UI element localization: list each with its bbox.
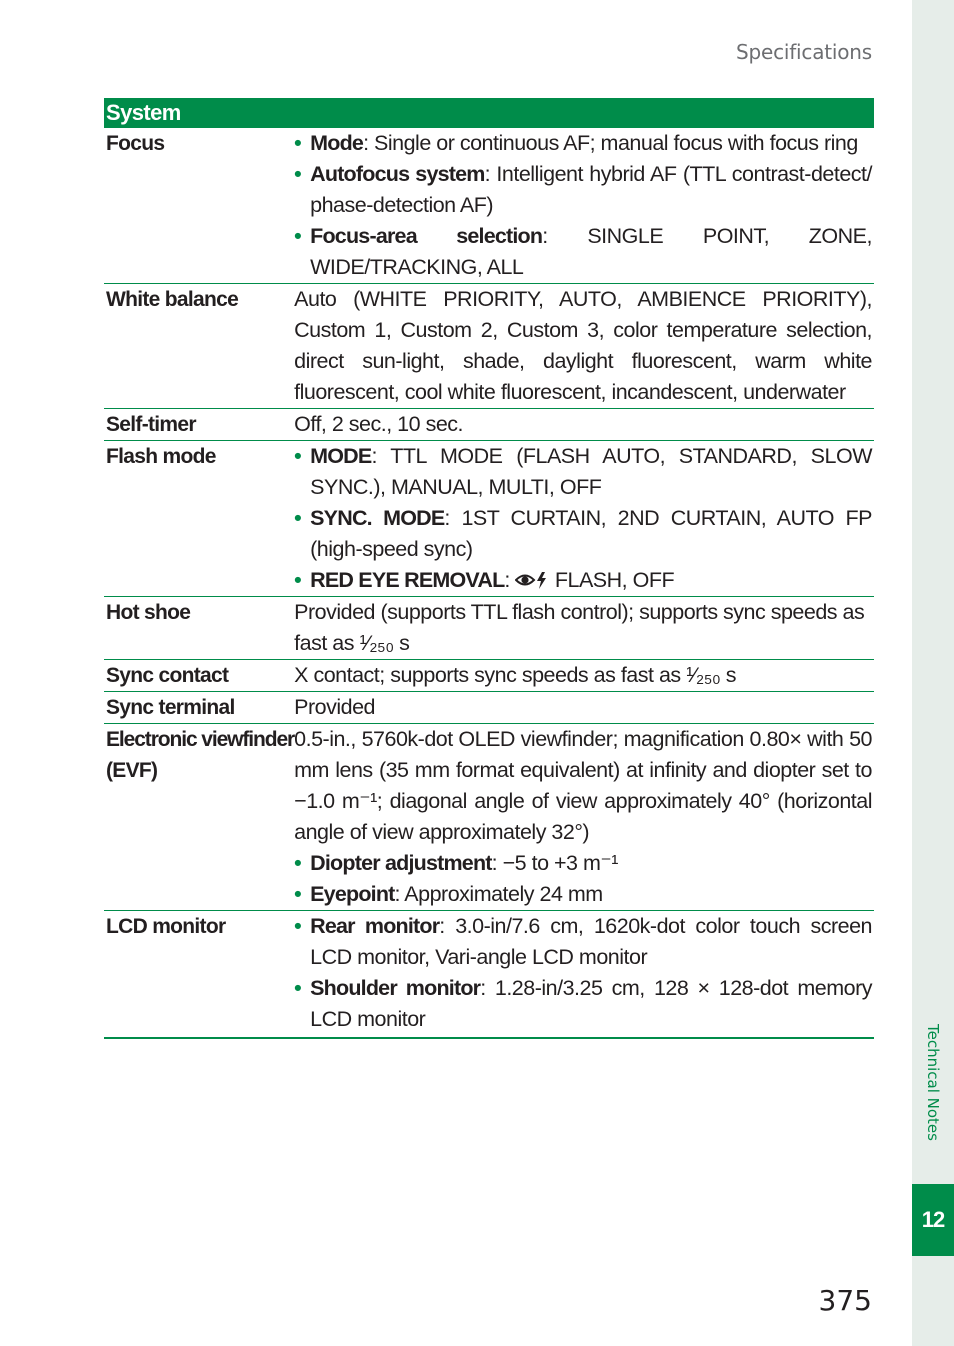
spec-row-sync-terminal — [104, 692, 874, 724]
bullet-key: Autofocus system — [310, 162, 485, 186]
bullet-key: Focus-area selection — [310, 224, 543, 248]
chapter-number: 12 — [912, 1184, 954, 1256]
bullet-key: Eyepoint — [310, 882, 395, 906]
chapter-side-tab — [912, 0, 954, 1346]
section-header — [104, 98, 874, 128]
spec-row-lcd-monitor — [104, 911, 874, 1039]
row-label: Hot shoe — [104, 597, 294, 660]
row-label: Sync contact — [104, 660, 294, 692]
bullet-text: : 1ST CURTAIN, 2ND CURTAIN, AUTO FP (high-speed sync) — [310, 506, 872, 561]
row-label: LCD monitor — [104, 911, 294, 1039]
bullet-item — [294, 879, 872, 910]
bullet-key: Diopter adjustment — [310, 851, 492, 875]
bullet-item — [294, 973, 872, 1035]
page-number: 375 — [818, 1284, 872, 1317]
row-label — [104, 724, 294, 911]
bullet-item — [294, 848, 872, 879]
row-value: Provided (supports TTL flash control); supports sync speeds as fast as ¹⁄₂₅₀ s — [294, 597, 874, 660]
bullet-text: : SINGLE POINT, ZONE, WIDE/TRACKING, ALL — [310, 224, 872, 279]
bullet-key: SYNC. MODE — [310, 506, 445, 530]
row-value: X contact; supports sync speeds as fast as ¹⁄₂₅₀ s — [294, 660, 874, 692]
chapter-label: Technical Notes — [924, 1024, 942, 1141]
red-eye-flash-icon — [515, 570, 549, 590]
spec-row-white-balance — [104, 284, 874, 409]
bullet-item — [294, 128, 872, 159]
spec-row-sync-contact — [104, 660, 874, 692]
bullet-text: : TTL MODE (FLASH AUTO, STANDARD, SLOW SYNC.), MANUAL, MULTI, OFF — [310, 444, 872, 499]
bullet-item — [294, 503, 872, 565]
bullet-text: : 3.0-in/7.6 cm, 1620k-dot color touch screen LCD monitor, Vari-angle LCD monitor — [310, 914, 872, 969]
spec-row-focus — [104, 128, 874, 284]
row-label: Sync terminal — [104, 692, 294, 724]
bullet-key: Mode — [310, 131, 364, 155]
bullet-item — [294, 221, 872, 283]
bullet-text: : 1.28-in/3.25 cm, 128 × 128-dot memory LCD monitor — [310, 976, 872, 1031]
bullet-key: MODE — [310, 444, 372, 468]
row-label-line: Electronic viewfinder — [106, 728, 295, 751]
row-label: Focus — [104, 128, 294, 284]
bullet-item — [294, 565, 872, 596]
section-title: System — [104, 98, 874, 128]
row-value: Auto (WHITE PRIORITY, AUTO, AMBIENCE PRIORITY), Custom 1, Custom 2, Custom 3, color temperature selection, direct sun-light, shade, daylight fluorescent, warm white fluorescent, cool white fluorescent, incandescent, underwater — [294, 284, 874, 409]
bullet-key: Rear monitor — [310, 914, 440, 938]
bullet-item — [294, 159, 872, 221]
spec-row-flash-mode — [104, 441, 874, 597]
bullet-text: : Single or continuous AF; manual focus with focus ring — [363, 131, 858, 155]
bullet-text: FLASH, OFF — [549, 568, 675, 592]
spec-row-hot-shoe — [104, 597, 874, 660]
bullet-item — [294, 911, 872, 973]
row-value — [294, 128, 874, 284]
row-value: Provided — [294, 692, 874, 724]
row-value — [294, 441, 874, 597]
bullet-text: : Intelligent hybrid AF (TTL contrast-detect/ phase-detection AF) — [310, 162, 872, 217]
bullet-text: : −5 to +3 m⁻¹ — [491, 851, 618, 875]
bullet-key: RED EYE REMOVAL — [310, 568, 505, 592]
row-value — [294, 911, 874, 1039]
row-value — [294, 724, 874, 911]
bullet-separator: : — [504, 568, 516, 592]
running-header: Specifications — [735, 40, 872, 64]
spec-row-evf — [104, 724, 874, 911]
bullet-key: Shoulder monitor — [310, 976, 481, 1000]
bullet-text: : Approximately 24 mm — [394, 882, 603, 906]
spec-table — [104, 98, 874, 1039]
evf-description: 0.5-in., 5760k-dot OLED viewfinder; magnification 0.80× with 50 mm lens (35 mm format equivalent) at infinity and diopter set to −1.0 m⁻¹; diagonal angle of view approximately 40° (horizontal angle of view approximately 32°) — [294, 727, 872, 844]
row-label: Self-timer — [104, 409, 294, 441]
spec-row-self-timer — [104, 409, 874, 441]
row-label: White balance — [104, 284, 294, 409]
row-label: Flash mode — [104, 441, 294, 597]
row-value: Off, 2 sec., 10 sec. — [294, 409, 874, 441]
bullet-item — [294, 441, 872, 503]
row-label-line: (EVF) — [106, 759, 158, 782]
